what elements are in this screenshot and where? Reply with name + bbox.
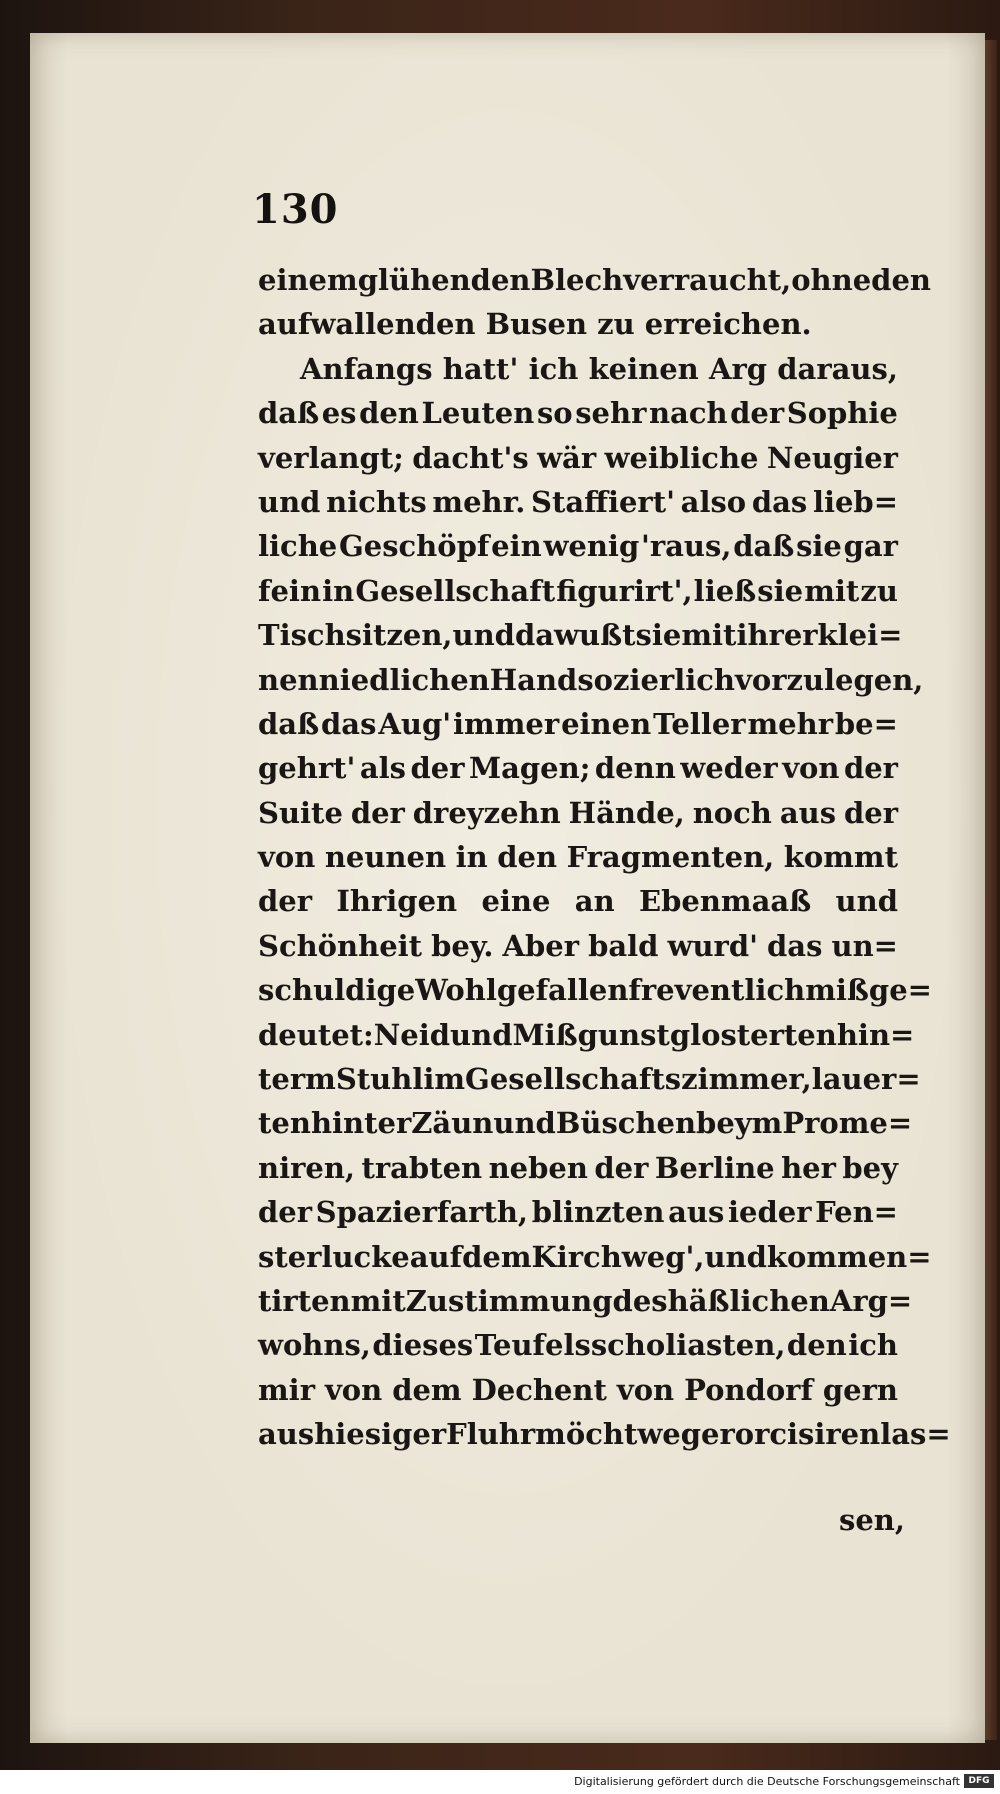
word: Fen= bbox=[815, 1195, 898, 1230]
text-line bbox=[258, 879, 898, 923]
word: ten bbox=[258, 1106, 311, 1141]
word: nen bbox=[258, 662, 319, 697]
word: ohne bbox=[791, 263, 872, 297]
text-line bbox=[258, 1146, 898, 1190]
word: denn bbox=[594, 751, 676, 786]
word: las= bbox=[880, 1417, 951, 1452]
word: Arg bbox=[708, 351, 768, 386]
word: be= bbox=[834, 706, 898, 741]
word: mir bbox=[258, 1372, 315, 1407]
word: nach bbox=[648, 396, 728, 431]
word: mißge= bbox=[805, 973, 932, 1008]
word: Suite bbox=[258, 795, 343, 830]
word: kommen= bbox=[766, 1239, 932, 1274]
word: beym bbox=[696, 1106, 783, 1141]
word: Tisch bbox=[258, 618, 346, 653]
word: mit bbox=[350, 1283, 406, 1318]
text-line bbox=[258, 1412, 951, 1456]
word: kommt bbox=[783, 840, 898, 875]
word: in bbox=[322, 573, 355, 608]
word: weibliche bbox=[604, 440, 759, 475]
word: im bbox=[423, 1062, 466, 1097]
word: der bbox=[594, 1150, 649, 1185]
word: Stuhl bbox=[335, 1062, 424, 1097]
text-line bbox=[258, 1323, 898, 1367]
word: Ebenmaaß bbox=[638, 884, 812, 919]
word: liche bbox=[258, 529, 338, 564]
word: Schönheit bbox=[258, 928, 423, 963]
word: Anfangs bbox=[300, 351, 433, 386]
word: den bbox=[359, 396, 419, 431]
word: sitzen, bbox=[345, 618, 453, 653]
book-edge bbox=[985, 40, 997, 1740]
word: der bbox=[258, 884, 313, 919]
word: einen bbox=[561, 706, 652, 741]
word: trabten bbox=[361, 1150, 483, 1185]
word: figurirt', bbox=[556, 573, 693, 608]
word: zu bbox=[860, 573, 898, 608]
word: Fluhr bbox=[446, 1417, 536, 1452]
word: als bbox=[359, 751, 406, 786]
word: dacht's bbox=[412, 440, 529, 475]
word: aus bbox=[779, 795, 837, 830]
text-line bbox=[258, 613, 903, 657]
word: Staffiert' bbox=[531, 484, 675, 519]
word: aus bbox=[258, 1417, 315, 1452]
text-line bbox=[258, 924, 898, 968]
word: glühenden bbox=[357, 263, 531, 297]
word: Wohlgefallen bbox=[415, 973, 629, 1008]
word: wurd' bbox=[667, 928, 758, 963]
word: Gesellschaftszimmer, bbox=[465, 1062, 812, 1097]
word: an bbox=[574, 884, 615, 919]
word: freventlich bbox=[628, 973, 806, 1008]
word: so bbox=[536, 396, 573, 431]
word: schuldige bbox=[258, 973, 416, 1008]
text-line bbox=[258, 791, 898, 835]
text-line bbox=[258, 1235, 932, 1279]
word: lauer= bbox=[811, 1062, 921, 1097]
word: Fragmenten, bbox=[566, 840, 775, 875]
word: Aug' bbox=[378, 706, 452, 741]
word: da bbox=[514, 618, 555, 653]
word: vorzulegen, bbox=[735, 662, 924, 697]
word: ließ bbox=[693, 573, 757, 608]
text-line bbox=[258, 968, 932, 1012]
text-line bbox=[258, 746, 898, 790]
word: der bbox=[410, 751, 465, 786]
word: Teufelsscholiasten, bbox=[474, 1328, 786, 1363]
word: in bbox=[455, 840, 488, 875]
word: Hand bbox=[489, 662, 578, 697]
word: hinter bbox=[310, 1106, 412, 1141]
word: Zäun bbox=[411, 1106, 494, 1141]
word: verlangt; bbox=[258, 440, 404, 475]
word: Büschen bbox=[555, 1106, 697, 1141]
word: Geschöpf bbox=[338, 529, 490, 564]
word: Leuten bbox=[421, 396, 535, 431]
word: Pondorf bbox=[684, 1372, 813, 1407]
text-line bbox=[258, 569, 898, 613]
text-line bbox=[258, 347, 898, 391]
word: hiesiger bbox=[314, 1417, 447, 1452]
word: sterlucke bbox=[258, 1239, 410, 1274]
word: term bbox=[258, 1062, 336, 1097]
word: neunen bbox=[324, 840, 447, 875]
word: den bbox=[497, 840, 558, 875]
word: den bbox=[786, 1328, 847, 1363]
word: neben bbox=[488, 1150, 588, 1185]
word: hin= bbox=[836, 1017, 915, 1052]
word: daß bbox=[258, 706, 320, 741]
word: der bbox=[843, 795, 898, 830]
word: gern bbox=[822, 1372, 898, 1407]
word: das bbox=[321, 706, 377, 741]
word: deutet: bbox=[258, 1017, 374, 1052]
word: Prome= bbox=[782, 1106, 913, 1141]
word: Aber bbox=[502, 928, 580, 963]
word: un= bbox=[831, 928, 898, 963]
word: Dechent bbox=[471, 1372, 607, 1407]
text-line bbox=[258, 1368, 898, 1412]
word: der bbox=[350, 795, 405, 830]
word: daß bbox=[733, 529, 795, 564]
word: und bbox=[452, 618, 515, 653]
text-line bbox=[258, 1279, 913, 1323]
word: und bbox=[493, 1106, 556, 1141]
word: blinzten bbox=[531, 1195, 665, 1230]
word: von bbox=[782, 751, 840, 786]
word: das bbox=[751, 484, 808, 519]
text-line bbox=[258, 436, 898, 480]
word: ich bbox=[848, 1328, 898, 1363]
word: des bbox=[612, 1283, 668, 1318]
word: gehrt' bbox=[258, 751, 356, 786]
word: wußt bbox=[554, 618, 636, 653]
word: lieb= bbox=[812, 484, 898, 519]
word: von bbox=[324, 1372, 383, 1407]
word: Spazierfarth, bbox=[315, 1195, 529, 1230]
word: einem bbox=[258, 263, 358, 297]
word: wohns, bbox=[258, 1328, 371, 1363]
word: mehr bbox=[747, 706, 833, 741]
word: ich bbox=[528, 351, 579, 386]
word: daraus, bbox=[777, 351, 898, 386]
word: häßlichen bbox=[667, 1283, 830, 1318]
text-line bbox=[258, 1013, 915, 1057]
word: nichts bbox=[326, 484, 427, 519]
word: sie bbox=[796, 529, 842, 564]
page-number: 130 bbox=[252, 186, 339, 233]
word: ihrer bbox=[736, 618, 818, 653]
word: den bbox=[871, 263, 931, 297]
word: klei= bbox=[817, 618, 903, 653]
word: immer bbox=[453, 706, 560, 741]
digitization-credit: Digitalisierung gefördert durch die Deutsche Forschungsgemeinschaft bbox=[574, 1775, 960, 1788]
word: auf bbox=[409, 1239, 463, 1274]
word: her bbox=[781, 1150, 836, 1185]
word: weder bbox=[680, 751, 778, 786]
word: Blech bbox=[530, 263, 624, 297]
text-line: aufwallenden Busen zu erreichen. bbox=[258, 307, 812, 342]
word: wenig bbox=[543, 529, 640, 564]
text-line bbox=[258, 1190, 898, 1234]
word: aus bbox=[668, 1195, 725, 1230]
word: 'raus, bbox=[640, 529, 732, 564]
word: dieses bbox=[372, 1328, 474, 1363]
word: das bbox=[767, 928, 823, 963]
word: bey bbox=[842, 1150, 898, 1185]
word: niedlichen bbox=[318, 662, 490, 697]
word: und bbox=[835, 884, 898, 919]
word: der bbox=[843, 751, 898, 786]
word: gar bbox=[843, 529, 898, 564]
word: sie bbox=[635, 618, 682, 653]
word: Magen; bbox=[468, 751, 591, 786]
word: Kirchweg', bbox=[531, 1239, 705, 1274]
text-line bbox=[258, 702, 898, 746]
word: und bbox=[450, 1017, 513, 1052]
word: noch bbox=[692, 795, 772, 830]
word: und bbox=[704, 1239, 767, 1274]
word: Neid bbox=[373, 1017, 451, 1052]
word: mit bbox=[804, 573, 860, 608]
word: Berline bbox=[654, 1150, 775, 1185]
word: Arg= bbox=[829, 1283, 913, 1318]
body-text bbox=[258, 258, 951, 1457]
word: von bbox=[616, 1372, 675, 1407]
word: dem bbox=[462, 1239, 532, 1274]
word: wegerorcisiren bbox=[637, 1417, 881, 1452]
word: dem bbox=[392, 1372, 462, 1407]
word: Gesellschaft bbox=[355, 573, 556, 608]
word: bald bbox=[588, 928, 659, 963]
word: von bbox=[258, 840, 316, 875]
word: sehr bbox=[575, 396, 647, 431]
catchword: sen, bbox=[839, 1503, 905, 1537]
word: sie bbox=[757, 573, 804, 608]
text-line bbox=[258, 258, 931, 302]
word: der bbox=[730, 396, 785, 431]
dfg-logo: DFG bbox=[964, 1774, 994, 1788]
word: keinen bbox=[588, 351, 699, 386]
text-line bbox=[258, 391, 898, 435]
text-line bbox=[258, 835, 898, 879]
word: verraucht, bbox=[623, 263, 792, 297]
word: glosterten bbox=[669, 1017, 837, 1052]
word: mehr. bbox=[432, 484, 526, 519]
word: fein bbox=[258, 573, 322, 608]
word: Teller bbox=[653, 706, 746, 741]
word: tirten bbox=[258, 1283, 351, 1318]
word: ieder bbox=[728, 1195, 812, 1230]
word: möcht bbox=[535, 1417, 638, 1452]
word: mit bbox=[681, 618, 737, 653]
word: zierlich bbox=[613, 662, 735, 697]
word: Zustimmung bbox=[405, 1283, 613, 1318]
word: eine bbox=[481, 884, 551, 919]
word: daß bbox=[258, 396, 320, 431]
word: hatt' bbox=[442, 351, 519, 386]
text-line bbox=[258, 658, 924, 702]
word: es bbox=[321, 396, 357, 431]
text-line bbox=[258, 524, 898, 568]
word: Neugier bbox=[766, 440, 898, 475]
word: wär bbox=[537, 440, 597, 475]
word: der bbox=[258, 1195, 313, 1230]
word: Sophie bbox=[786, 396, 898, 431]
text-line bbox=[258, 1057, 921, 1101]
word: also bbox=[680, 484, 747, 519]
word: Mißgunst bbox=[512, 1017, 670, 1052]
text-line bbox=[258, 1101, 913, 1145]
word: bey. bbox=[431, 928, 494, 963]
word: niren, bbox=[258, 1150, 356, 1185]
word: Ihrigen bbox=[336, 884, 458, 919]
word: Hände, bbox=[568, 795, 685, 830]
word: dreyzehn bbox=[412, 795, 561, 830]
word: ein bbox=[491, 529, 542, 564]
text-line bbox=[258, 480, 898, 524]
word: und bbox=[258, 484, 321, 519]
word: so bbox=[577, 662, 613, 697]
